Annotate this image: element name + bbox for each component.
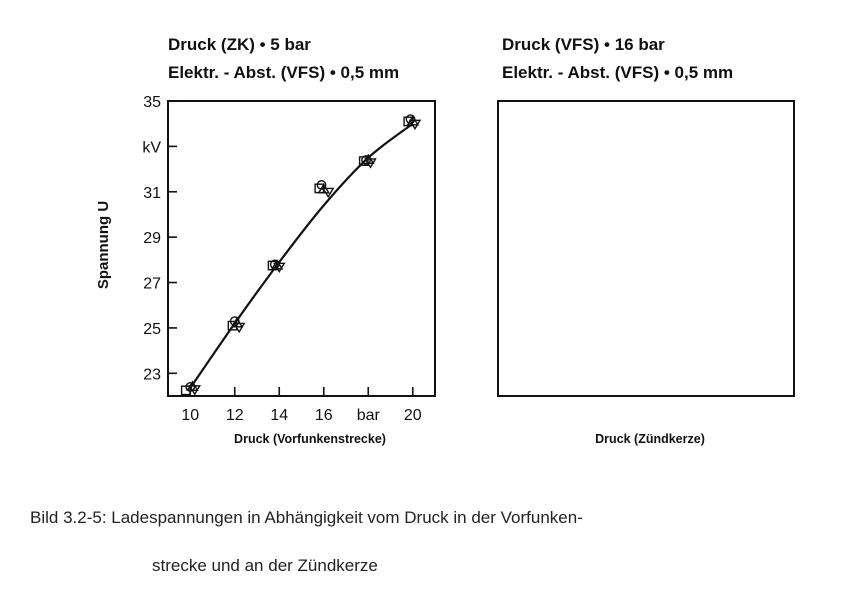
left-x-tick-label: 10 [181, 407, 200, 424]
left-y-tick-label: 31 [143, 184, 161, 202]
left-y-tick-label: 29 [143, 230, 161, 248]
left-header-line-1: Druck (ZK) • 5 bar [168, 35, 311, 54]
left-y-tick-label: 25 [143, 320, 161, 338]
figure-caption-line-2: strecke und an der Zündkerze [152, 556, 378, 575]
right-header-line-1: Druck (VFS) • 16 bar [502, 35, 665, 54]
figure-caption-line-1: Bild 3.2-5: Ladespannungen in Abhängigkeit vom Druck in der Vorfunken- [30, 508, 583, 527]
left-x-tick-label: bar [356, 407, 380, 424]
right-x-axis-label: Druck (Zündkerze) [595, 432, 705, 446]
right-header-line-2: Elektr. - Abst. (VFS) • 0,5 mm [502, 63, 734, 82]
right-chart [498, 101, 794, 396]
left-x-axis-label: Druck (Vorfunkenstrecke) [234, 432, 386, 446]
left-header-line-2: Elektr. - Abst. (VFS) • 0,5 mm [168, 63, 400, 82]
left-plot-frame [168, 101, 435, 396]
left-y-tick-label: 27 [143, 275, 161, 293]
left-point-triangle-down [234, 323, 244, 331]
left-y-tick-label: 23 [143, 366, 161, 384]
left-chart [142, 94, 435, 424]
left-y-axis-label: Spannung U [95, 200, 112, 290]
left-x-tick-label: 20 [403, 407, 422, 424]
right-plot-frame [498, 101, 794, 396]
left-x-tick-label: 16 [314, 407, 333, 424]
left-y-tick-label: kV [142, 139, 161, 157]
left-x-tick-label: 12 [225, 407, 244, 424]
left-y-tick-label: 35 [143, 94, 161, 111]
left-fit-curve [190, 124, 413, 388]
left-x-tick-label: 14 [270, 407, 289, 424]
